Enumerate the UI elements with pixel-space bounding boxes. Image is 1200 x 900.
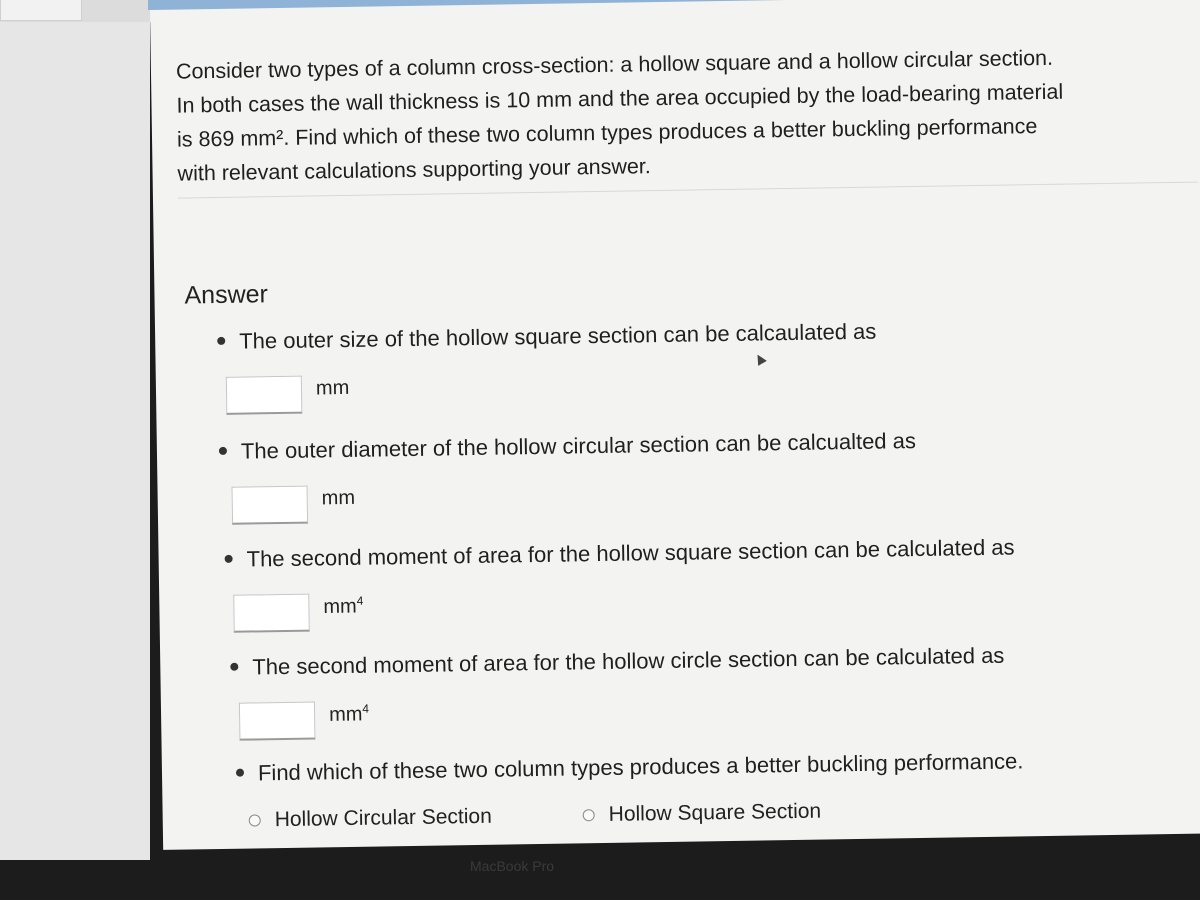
answer-item	[236, 748, 1024, 786]
answer-row	[226, 375, 350, 415]
item-text: The outer diameter of the hollow circular section can be calcualted as	[240, 428, 917, 464]
question-line: is 869 mm². Find which of these two column types produces a better buckling performance	[176, 114, 1038, 152]
outer-diameter-circle-input[interactable]	[231, 486, 308, 525]
unit-label: $mm^4$	[328, 701, 370, 726]
second-moment-square-input[interactable]	[233, 594, 310, 633]
option-circular[interactable]	[249, 805, 492, 833]
bullet-icon	[217, 337, 225, 345]
answer-item	[224, 534, 1014, 572]
second-moment-circle-input[interactable]	[239, 701, 316, 740]
unit-label: mm	[321, 486, 356, 509]
radio-button[interactable]	[249, 814, 261, 826]
answer-item	[217, 319, 876, 355]
item-text: The outer size of the hollow square section can be calcaulated as	[239, 318, 877, 354]
question-line: with relevant calculations supporting your answer.	[177, 154, 651, 186]
question-line: Consider two types of a column cross-section: a hollow square and a hollow circular section.	[175, 45, 1054, 84]
bullet-icon	[236, 769, 244, 777]
bullet-icon	[225, 555, 233, 563]
bullet-icon	[230, 663, 238, 671]
item-text: The second moment of area for the hollow square section can be calculated as	[246, 534, 1015, 572]
answer-item	[230, 643, 1004, 681]
outer-size-square-input[interactable]	[226, 376, 303, 415]
answer-row	[233, 593, 364, 633]
item-text: The second moment of area for the hollow circle section can be calculated as	[252, 642, 1005, 680]
answer-row	[231, 485, 355, 525]
unit-label: $mm^4$	[323, 593, 364, 618]
question-sheet	[150, 0, 1200, 850]
radio-button[interactable]	[583, 809, 595, 821]
answer-row	[239, 701, 370, 741]
answer-item	[219, 428, 916, 465]
question-text	[176, 39, 1183, 191]
left-margin	[0, 0, 150, 860]
question-line: In both cases the wall thickness is 10 mm and the area occupied by the load-bearing material	[176, 79, 1064, 118]
top-tab[interactable]	[0, 0, 82, 21]
option-label: Hollow Circular Section	[274, 804, 492, 832]
option-square[interactable]	[583, 800, 822, 828]
bullet-icon	[219, 447, 227, 455]
laptop-label: MacBook Pro	[470, 858, 555, 874]
unit-label: mm	[315, 376, 350, 399]
answer-heading: Answer	[184, 280, 269, 310]
item-text: Find which of these two column types produces a better buckling performance.	[257, 748, 1024, 786]
option-label: Hollow Square Section	[608, 799, 822, 826]
